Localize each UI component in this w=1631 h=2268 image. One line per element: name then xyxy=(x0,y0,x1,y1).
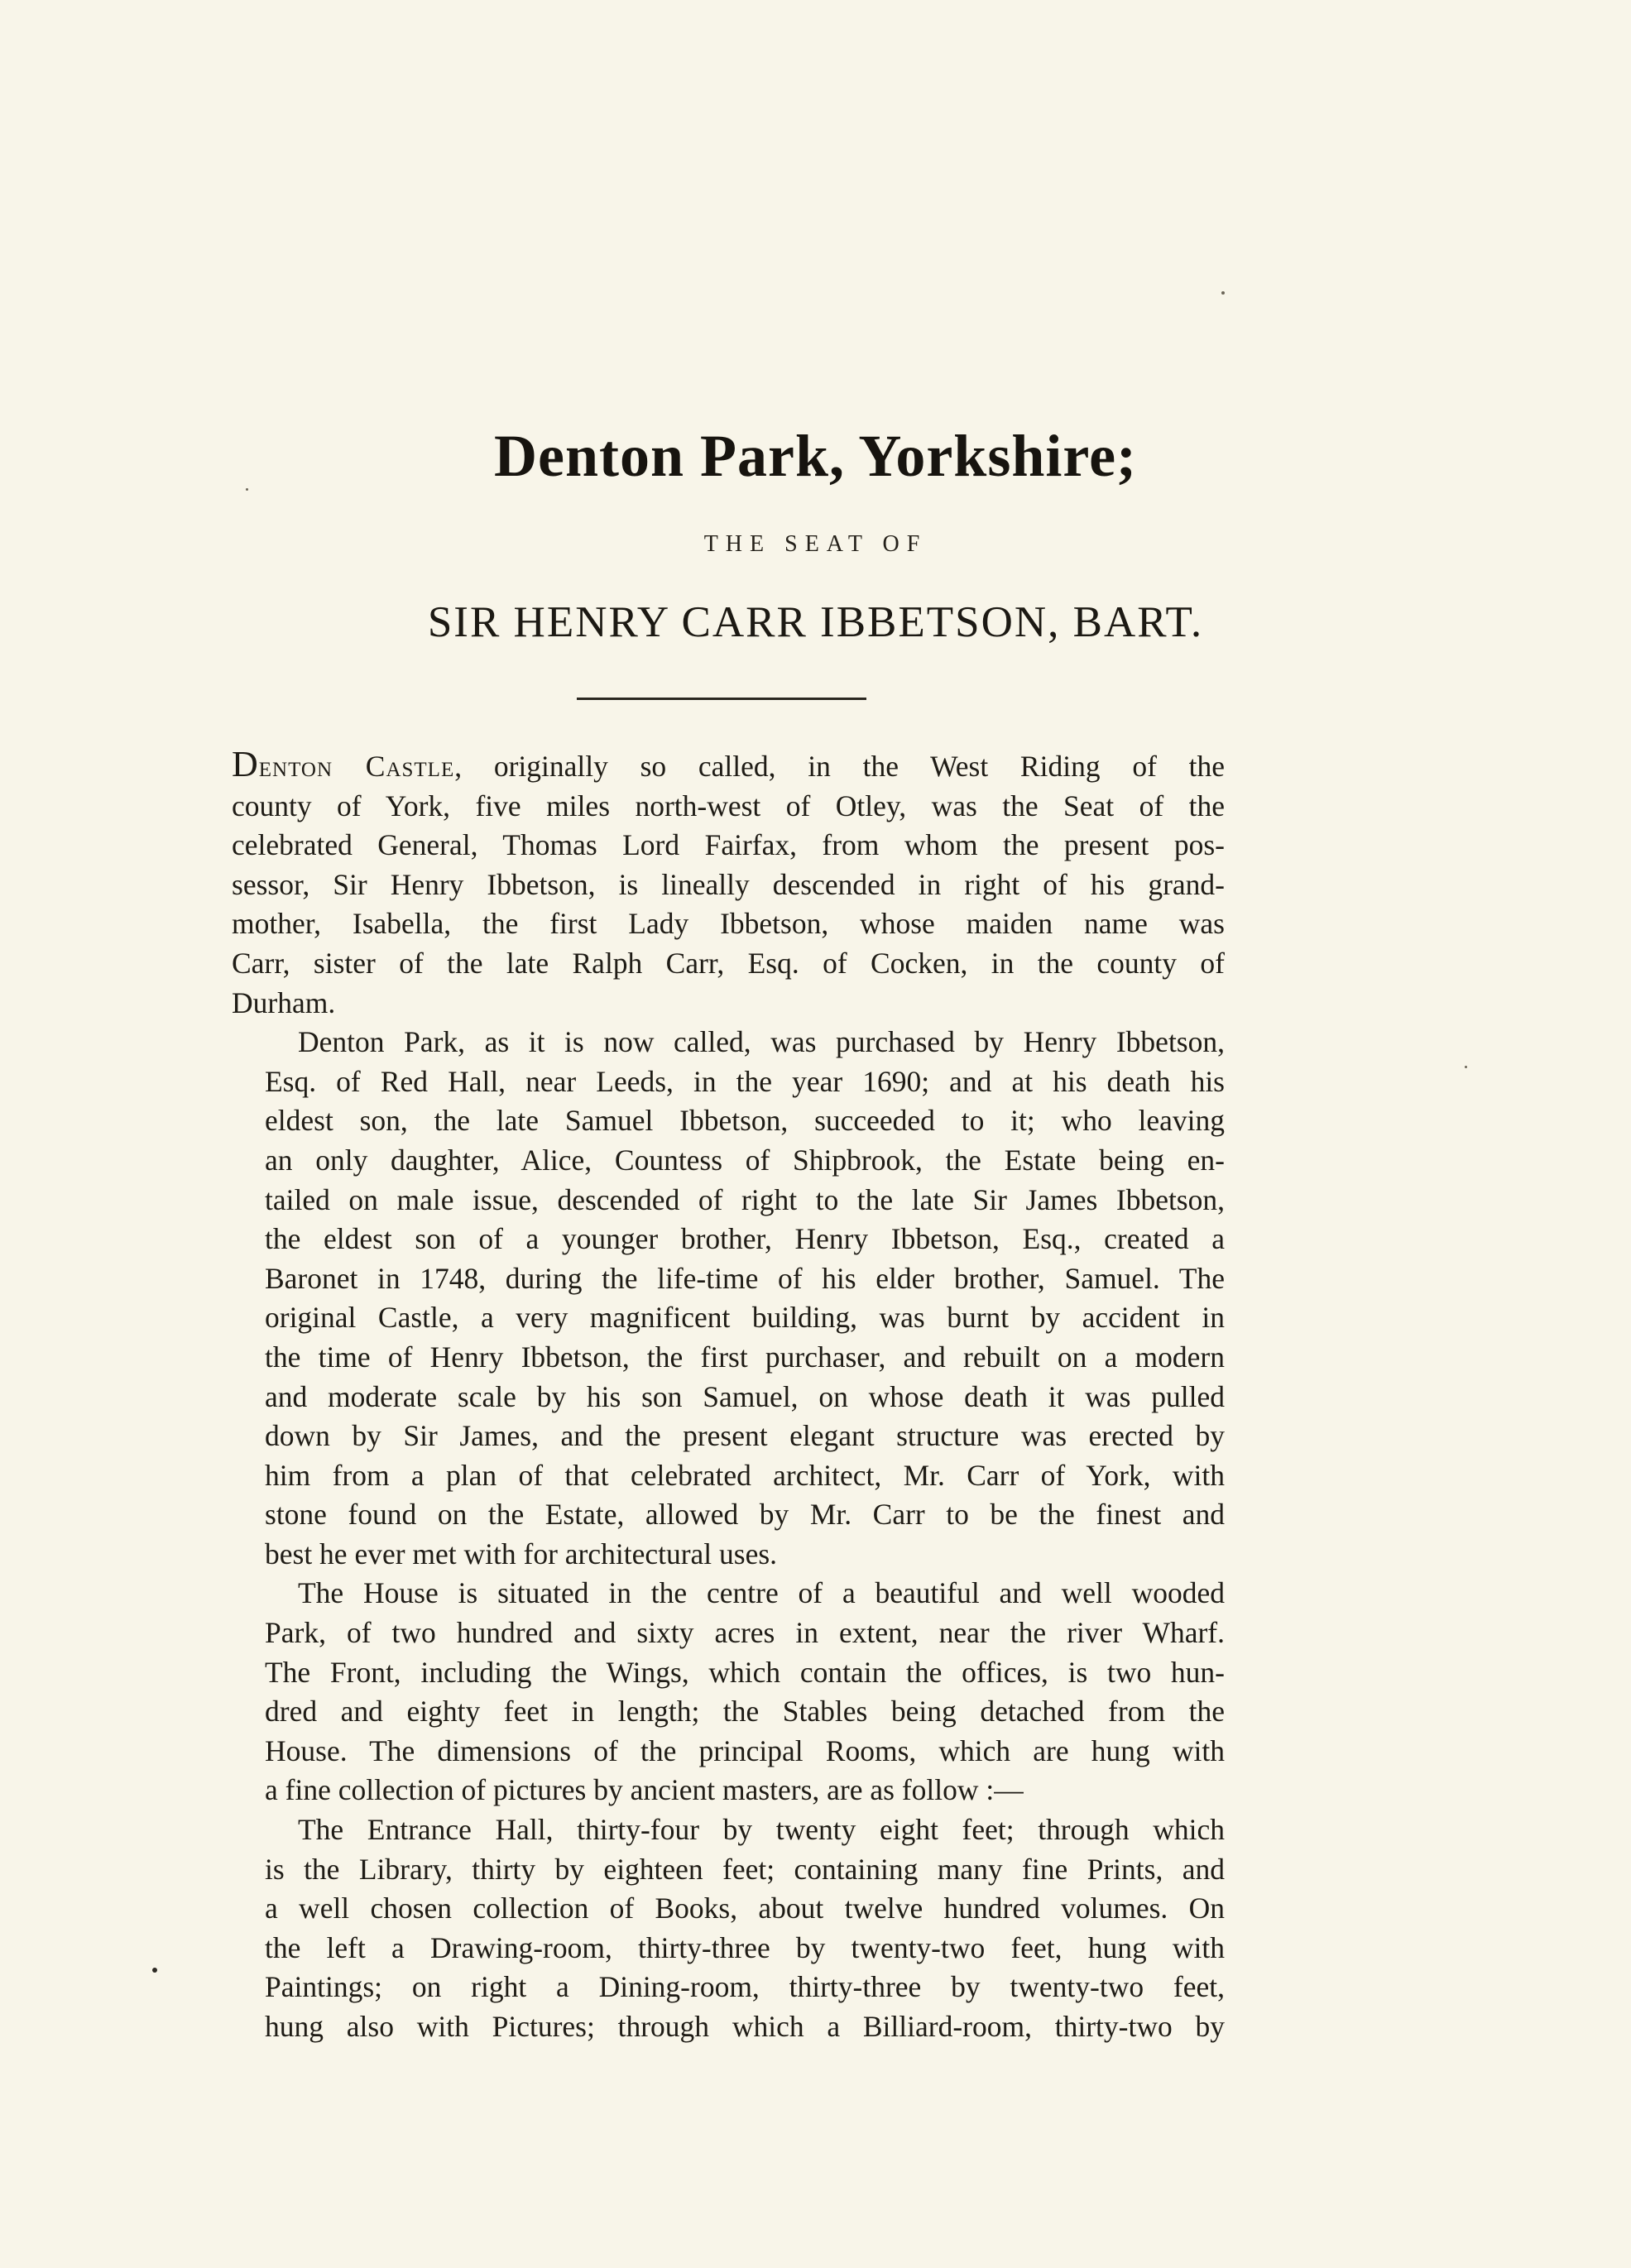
paragraph-1 xyxy=(232,745,1225,1023)
text-line: a fine collection of pictures by ancient masters, are as follow :— xyxy=(265,1773,1024,1807)
text-line: House. The dimensions of the principal Rooms, which are hung with xyxy=(265,1733,1225,1767)
text-line: sessor, Sir Henry Ibbetson, is lineally descended in right of his grand- xyxy=(232,867,1225,901)
text-line: original Castle, a very magnificent building, was burnt by accident in xyxy=(265,1301,1225,1335)
text-line: the eldest son of a younger brother, Henry Ibbetson, Esq., created a xyxy=(265,1222,1225,1256)
paper-speck xyxy=(246,488,248,491)
text-line: Denton Park, as it is now called, was purchased by Henry Ibbetson, xyxy=(298,1025,1225,1059)
page-title: Denton Park, Yorkshire; xyxy=(494,423,1137,489)
text-line: is the Library, thirty by eighteen feet; containing many fine Prints, and xyxy=(265,1852,1225,1886)
text-line: Carr, sister of the late Ralph Carr, Esq. of Cocken, in the county of xyxy=(232,946,1225,980)
lead-rest: enton Castle xyxy=(258,750,455,783)
text-line: Park, of two hundred and sixty acres in extent, near the river Wharf. xyxy=(265,1616,1225,1650)
text-line: stone found on the Estate, allowed by Mr. Carr to be the finest and xyxy=(265,1498,1225,1532)
lead-words xyxy=(232,744,455,784)
text-line: celebrated General, Thomas Lord Fairfax, from whom the present pos- xyxy=(232,828,1225,862)
text-line: Paintings; on right a Dining-room, thirty-three by twenty-two feet, xyxy=(265,1970,1225,2004)
text-line: and moderate scale by his son Samuel, on whose death it was pulled xyxy=(265,1379,1225,1413)
text-line: the time of Henry Ibbetson, the first purchaser, and rebuilt on a modern xyxy=(265,1340,1225,1374)
paper-speck xyxy=(1221,291,1225,295)
paragraph-2 xyxy=(232,1023,1225,1574)
text-line: mother, Isabella, the first Lady Ibbetson, whose maiden name was xyxy=(232,907,1225,941)
paper-speck xyxy=(1465,1066,1467,1068)
text-line: tailed on male issue, descended of right to the late Sir James Ibbetson, xyxy=(265,1182,1225,1216)
body-text xyxy=(232,745,1225,2047)
lead-initial: D xyxy=(232,744,259,784)
text-line: dred and eighty feet in length; the Stables being detached from the xyxy=(265,1695,1225,1729)
paper-speck xyxy=(152,1968,157,1973)
text-line: Baronet in 1748, during the life-time of his elder brother, Samuel. The xyxy=(265,1261,1225,1295)
text-line: the left a Drawing-room, thirty-three by twenty-two feet, hung with xyxy=(265,1930,1225,1964)
text-line: Durham. xyxy=(232,985,336,1019)
text-line: down by Sir James, and the present elegant structure was erected by xyxy=(265,1419,1225,1453)
text-line: county of York, five miles north-west of Otley, was the Seat of the xyxy=(232,789,1225,822)
text-line: him from a plan of that celebrated architect, Mr. Carr of York, with xyxy=(265,1458,1225,1492)
paragraph-4 xyxy=(232,1810,1225,2047)
text-line: a well chosen collection of Books, about twelve hundred volumes. On xyxy=(265,1892,1225,1925)
text-line: an only daughter, Alice, Countess of Shipbrook, the Estate being en- xyxy=(265,1143,1225,1177)
page-subtitle: THE SEAT OF xyxy=(703,531,928,557)
paragraph-3 xyxy=(232,1574,1225,1810)
text-line xyxy=(232,745,1225,787)
text-line: The Front, including the Wings, which contain the offices, is two hun- xyxy=(265,1655,1225,1689)
text-line: The House is situated in the centre of a beautiful and well wooded xyxy=(298,1576,1225,1610)
text-line: hung also with Pictures; through which a Billiard-room, thirty-two by xyxy=(265,2010,1225,2043)
owner-name: SIR HENRY CARR IBBETSON, BART. xyxy=(427,598,1204,646)
text-line-rest: , originally so called, in the West Riding of the xyxy=(454,750,1225,783)
text-line: The Entrance Hall, thirty-four by twenty eight feet; through which xyxy=(298,1813,1225,1847)
text-line: Esq. of Red Hall, near Leeds, in the year 1690; and at his death his xyxy=(265,1064,1225,1098)
text-line: eldest son, the late Samuel Ibbetson, succeeded to it; who leaving xyxy=(265,1104,1225,1138)
text-line: best he ever met with for architectural uses. xyxy=(265,1537,778,1570)
title-rule xyxy=(577,698,866,700)
